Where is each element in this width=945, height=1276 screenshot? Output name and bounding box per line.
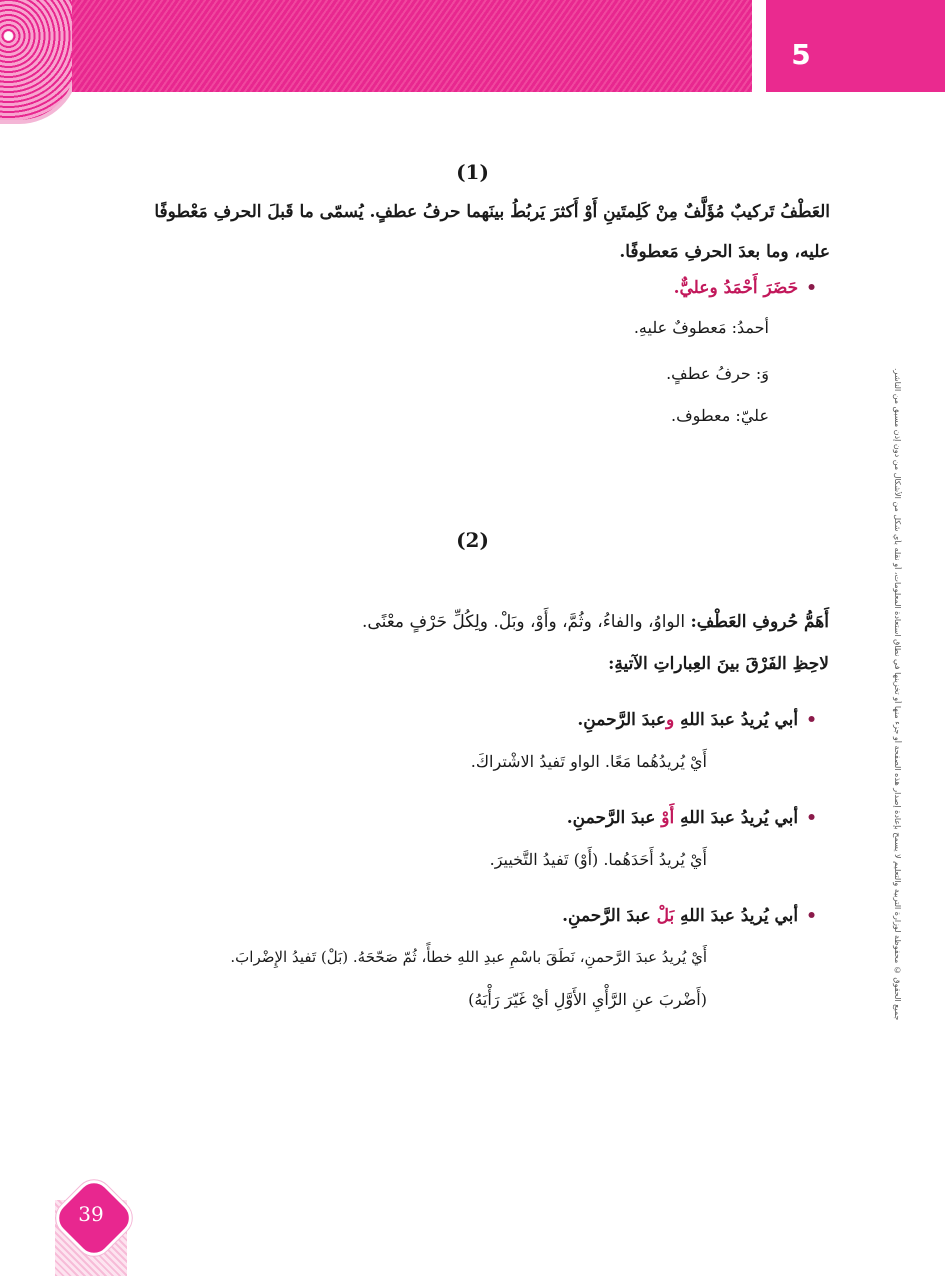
example-3 xyxy=(562,906,817,926)
example-2-particle: أَوْ xyxy=(661,808,675,828)
example-1-explanation: أَيْ يُريدُهُما مَعًا. الواو تَفيدُ الاشْتراكَ. xyxy=(470,752,707,771)
example-3-explanation-2: (أَضْربَ عنِ الرَّأْيِ الأَوَّلِ أيْ غَيّرَ رَأْيَهُ) xyxy=(468,990,707,1009)
bullet-icon: • xyxy=(806,278,817,298)
example-2-explanation: أَيْ يُريدُ أَحَدَهُما. (أَوْ) تَفيدُ التَّخييرَ. xyxy=(489,850,707,869)
header-band xyxy=(72,0,752,92)
example-3-particle: بَلْ xyxy=(656,906,675,926)
bullet-icon: • xyxy=(806,710,817,730)
definition-line-1: العَطْفُ تَركيبٌ مُؤَلَّفٌ مِنْ كَلِمتَينِ أَوْ أَكثرَ يَربُطُ بينَهما حرفُ عطفٍ. يُسمّى ما قَبلَ الحرفِ مَعْطوفًا xyxy=(154,202,830,222)
intro-prefix: أَهَمُّ حُروفِ العَطْفِ: xyxy=(690,612,829,632)
analysis-line-2: وَ: حرفُ عطفٍ. xyxy=(666,364,769,383)
example-3-explanation: أَيْ يُريدُ عبدَ الرَّحمنِ، نَطَقَ باسْمِ عبدِ اللهِ خطأً، ثُمّ صَحّحَهُ. (بَلْ) تَفيدُ الإِضْرابَ. xyxy=(230,948,707,966)
analysis-line-3: عليّ: معطوف. xyxy=(670,406,769,425)
example-2 xyxy=(567,808,817,828)
example-3-before: أبي يُريدُ عبدَ اللهِ xyxy=(674,906,799,926)
example-1 xyxy=(577,710,817,730)
example-1-particle: و xyxy=(666,710,675,730)
section-1-number: (1) xyxy=(456,160,489,184)
bullet-icon: • xyxy=(806,906,817,926)
definition-line-2: عليه، وما بعدَ الحرفِ مَعطوفًا. xyxy=(619,242,830,262)
corner-decoration xyxy=(0,0,79,124)
header-divider xyxy=(752,0,766,98)
bullet-icon: • xyxy=(806,808,817,828)
example-2-before: أبي يُريدُ عبدَ اللهِ xyxy=(674,808,799,828)
copyright-note: جميع الحقوق © محفوظة لوزارة التربية والتعليم لا يسمح بإعادة إصدار هذه الصفحة أو جزء منها أو تخزينها في نطاق استعادة المعلومات، أو نقله بأي شكل من الأشكال من دون إذن مسبق من الناشر. xyxy=(893,367,902,1020)
example-1-before: أبي يُريدُ عبدَ اللهِ xyxy=(674,710,799,730)
section-1-example xyxy=(674,278,817,298)
lesson-number: 5 xyxy=(791,38,811,71)
section-1-definition xyxy=(70,192,830,272)
example-2-after: عبدَ الرَّحمنِ. xyxy=(566,808,662,828)
example-3-after: عبدَ الرَّحمنِ. xyxy=(562,906,657,926)
section-2-intro xyxy=(362,612,829,632)
section-2-number: (2) xyxy=(456,528,489,552)
analysis-line-1: أحمدُ: مَعطوفٌ عليهِ. xyxy=(633,318,769,337)
page-number: 39 xyxy=(78,1202,104,1226)
section-2-notice: لاحِظِ الفَرْقَ بينَ العِباراتِ الآتيةِ: xyxy=(608,654,829,674)
example-sentence: حَضَرَ أَحْمَدُ وعليٌّ. xyxy=(673,278,799,298)
intro-rest: الواوُ، والفاءُ، وثُمَّ، وأَوْ، وبَلْ. ولِكُلِّ حَرْفٍ معْنًى. xyxy=(362,612,691,632)
example-1-after: عبدَ الرَّحمنِ. xyxy=(577,710,666,730)
